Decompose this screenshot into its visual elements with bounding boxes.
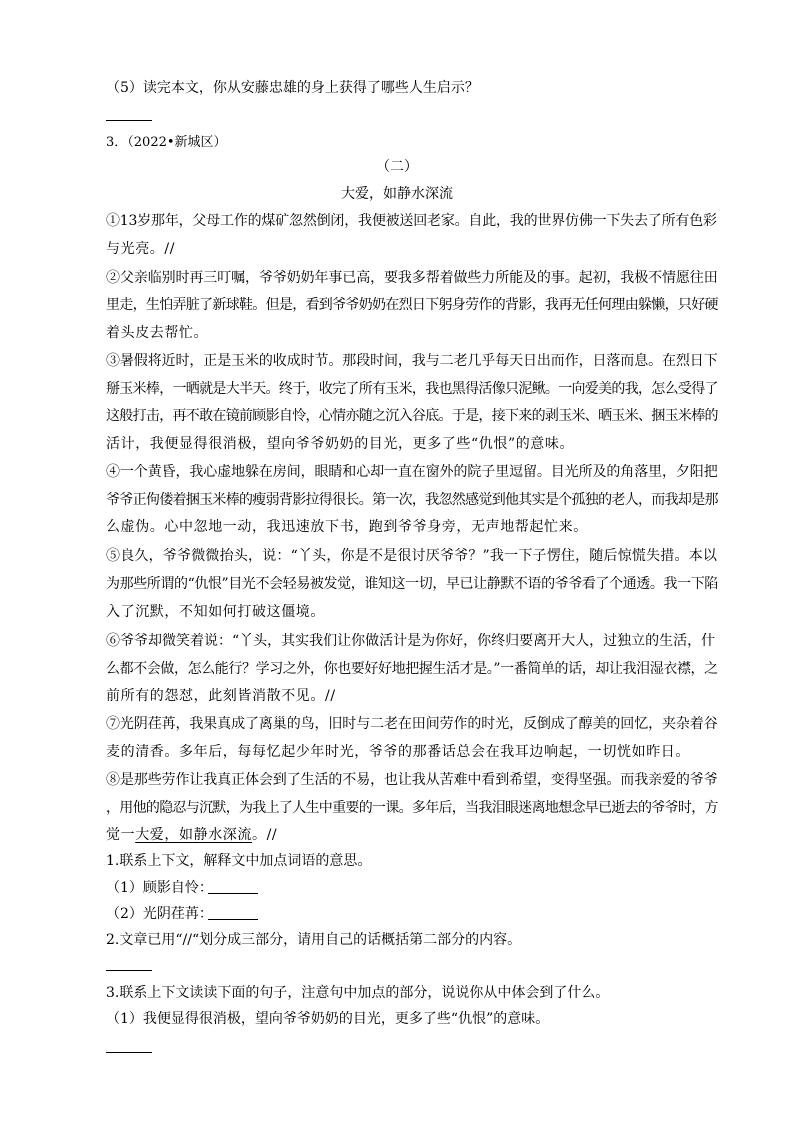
paragraph-line: 么都不会做，怎么能行？学习之外，你也要好好地把握生活才是。”一番简单的话，却让我泪湿衣襟，之	[106, 661, 718, 677]
underlined-phrase: 大爱，如静水深流	[135, 827, 253, 843]
paragraph-line: 麦的清香。多年后，每每忆起少年时光，爷爷的那番话总会在我耳边响起，一切恍如昨日。	[106, 744, 690, 760]
paragraph-line: ⑥爷爷却微笑着说：“丫头，其实我们让你做活计是为你好，你终归要离开大人，过独立的生活，什	[106, 633, 716, 649]
answer-blank[interactable]	[106, 1052, 152, 1053]
paragraph-line: ⑧是那些劳作让我真正体会到了生活的不易，也让我从苦难中看到希望，变得坚强。而我亲爱的爷爷	[106, 772, 718, 788]
paragraph-line: 为那些所谓的“仇恨”目光不会轻易被发觉，谁知这一切，早已让静默不语的爷爷看了个通透。我一下陷	[106, 576, 718, 592]
paragraph-line: ⑦光阴荏苒，我果真成了离巢的鸟，旧时与二老在田间劳作的时光，反倒成了醇美的回忆，夹杂着谷	[106, 716, 718, 732]
question-1-a: （1）顾影自怜：	[106, 880, 213, 896]
answer-blank[interactable]	[106, 970, 152, 971]
question-1: 1.联系上下文，解释文中加点词语的意思。	[106, 853, 372, 869]
paragraph-line: ②父亲临别时再三叮嘱，爷爷奶奶年事已高，要我多帮着做些力所能及的事。起初，我极不情愿往田	[106, 270, 718, 286]
paragraph-line: 与光亮。//	[106, 241, 176, 257]
paragraph-line: ，用他的隐忍与沉默，为我上了人生中重要的一课。多年后，当我泪眼迷离地想念早已逝去的爷爷时，方	[106, 800, 718, 816]
paragraph-line: 着头皮去帮忙。	[106, 325, 209, 341]
paragraph-line: ⑤良久，爷爷微微抬头，说：“丫头，你是不是很讨厌爷爷？”我一下子愣住，随后惊慌失措。本以	[106, 548, 718, 564]
section-number: （二）	[376, 159, 418, 175]
question-1-b: （2）光阴荏苒：	[106, 906, 213, 922]
answer-blank[interactable]	[208, 893, 258, 894]
text-segment: 。//	[252, 827, 278, 843]
paragraph-line: 爷爷正佝偻着捆玉米棒的瘦弱背影拉得很长。第一次，我忽然感觉到他其实是个孤独的老人，而我却是那	[106, 492, 718, 508]
question-2: 2.文章已用“//“划分成三部分，请用自己的话概括第二部分的内容。	[106, 932, 522, 948]
answer-blank[interactable]	[106, 120, 152, 121]
prev-question-5: （5）读完本文，你从安藤忠雄的身上获得了哪些人生启示？	[106, 80, 479, 96]
text-segment: 觉一	[106, 827, 136, 843]
paragraph-line: 前所有的怨怼，此刻皆消散不见。//	[106, 688, 336, 704]
paragraph-line: 么虚伪。心中忽地一动，我迅速放下书，跑到爷爷身旁，无声地帮起忙来。	[106, 519, 588, 535]
paragraph-line-last	[106, 824, 277, 844]
paragraph-line: ①13岁那年，父母工作的煤矿忽然倒闭，我便被送回老家。自此，我的世界仿佛一下失去了所有色彩	[106, 213, 717, 229]
paragraph-line: ④一个黄昏，我心虚地躲在房间，眼睛和心却一直在窗外的院子里逗留。目光所及的角落里，夕阳把	[106, 464, 718, 480]
article-title: 大爱，如静水深流	[341, 186, 453, 202]
question-3: 3.联系上下文读读下面的句子，注意句中加点的部分，说说你从中体会到了什么。	[106, 985, 610, 1001]
problem-header: 3．（2022•新城区）	[106, 135, 227, 150]
paragraph-line: 入了沉默，不知如何打破这僵境。	[106, 604, 325, 620]
paragraph-line: 这般打击，再不敢在镜前顾影自怜，心情亦随之沉入谷底。于是，接下来的剥玉米、晒玉米、捆玉米棒的	[106, 408, 718, 424]
answer-blank[interactable]	[208, 919, 258, 920]
paragraph-line: 活计，我便显得很消极，望向爷爷奶奶的目光，更多了些“仇恨”的意味。	[106, 436, 575, 452]
paragraph-line: ③暑假将近时，正是玉米的收成时节。那段时间，我与二老几乎每天日出而作，日落而息。在烈日下	[106, 353, 718, 369]
paragraph-line: 里走，生怕弄脏了新球鞋。但是，看到爷爷奶奶在烈日下躬身劳作的背影，我再无任何理由躲懒，只好硬	[106, 297, 718, 313]
paragraph-line: 掰玉米棒，一晒就是大半天。终于，收完了所有玉米，我也黑得活像只泥鳅。一向爱美的我，怎么受得了	[106, 381, 718, 397]
question-3-a: （1）我便显得很消极，望向爷爷奶奶的目光，更多了些“仇恨”的意味。	[106, 1011, 550, 1027]
